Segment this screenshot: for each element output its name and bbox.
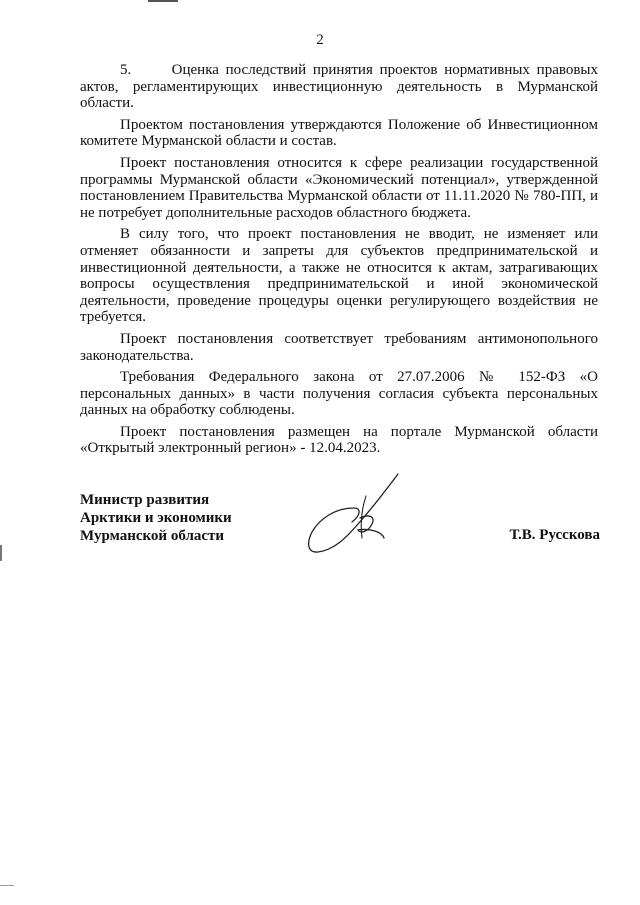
signatory-title-line: Министр развития <box>80 492 210 508</box>
signatory-title-line: Мурманской области <box>80 528 225 544</box>
paragraph-antimonopoly: Проект постановления соответствует требованиям антимонопольного законодательства. <box>80 330 598 364</box>
paragraph-investment-committee: Проектом постановления утверждаются Положение об Инвестиционном комитете Мурманской области и состав. <box>80 116 598 150</box>
handwritten-signature <box>300 468 410 558</box>
signatory-title-line: Арктики и экономики <box>80 510 232 526</box>
signatory-title <box>80 491 232 545</box>
document-body <box>80 62 598 462</box>
paragraph-regulatory-assessment: В силу того, что проект постановления не вводит, не изменяет или отменяет обязанности и запреты для субъектов предпринимательской и инвестиционной деятельности, а также не относится к актам, затрагивающих вопросы осуществления предпринимательской и иной экономической деятельности, проведение процедуры оценки регулирующего воздействия не требуется. <box>80 226 598 326</box>
paragraph-state-program: Проект постановления относится к сфере реализации государственной программы Мурманской области «Экономический потенциал», утвержденной постановлением Правительства Мурманской области от 11.11.2020 № 780-ПП, и не потребует дополнительные расходов областного бюджета. <box>80 154 598 221</box>
scan-artifact-left <box>0 545 2 561</box>
paragraph-personal-data: Требования Федерального закона от 27.07.2006 № 152-ФЗ «О персональных данных» в части получения согласия субъекта персональных данных на обработку соблюдены. <box>80 369 598 419</box>
paragraph-portal-publication: Проект постановления размещен на портале Мурманской области «Открытый электронный регион» - 12.04.2023. <box>80 423 598 457</box>
signatory-name: Т.В. Русскова <box>509 527 600 543</box>
scan-artifact-bottom <box>0 885 14 886</box>
paragraph-item-5: 5. Оценка последствий принятия проектов нормативных правовых актов, регламентирующих инвестиционную деятельность в Мурманской области. <box>80 62 598 112</box>
scan-artifact-top <box>148 0 178 2</box>
page-number: 2 <box>316 32 324 48</box>
